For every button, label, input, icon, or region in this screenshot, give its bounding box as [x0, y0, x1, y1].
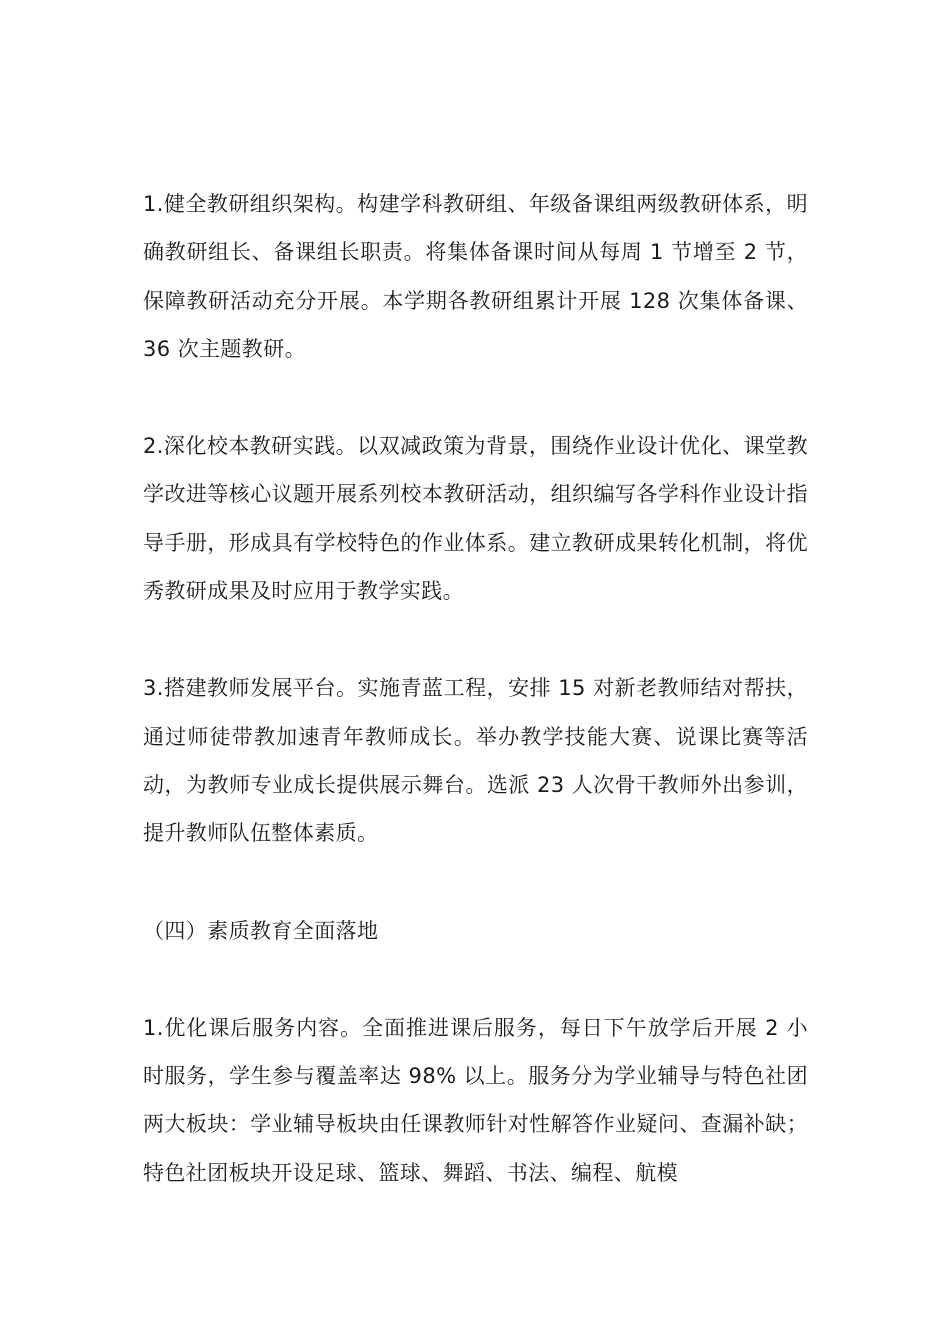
paragraph-spacer [143, 858, 808, 907]
paragraph-after-school-service: 1.优化课后服务内容。全面推进课后服务，每日下午放学后开展 2 小时服务，学生参与覆盖率达 98% 以上。服务分为学业辅导与特色社团两大板块：学业辅导板块由任课教师针对性解答作业疑问、查漏补缺；特色社团板块开设足球、篮球、舞蹈、书法、编程、航模 [143, 1015, 808, 1185]
paragraph-spacer [143, 955, 808, 1004]
paragraph-teaching-research-structure: 1.健全教研组织架构。构建学科教研组、年级备课组两级教研体系，明确教研组长、备课组长职责。将集体备课时间从每周 1 节增至 2 节，保障教研活动充分开展。本学期各教研组累计开展 128 次集体备课、36 次主题教研。 [143, 192, 808, 361]
paragraph-spacer [143, 615, 808, 664]
paragraph-spacer [143, 373, 808, 422]
paragraph-teacher-development: 3.搭建教师发展平台。实施青蓝工程，安排 15 对新老教师结对帮扶，通过师徒带教加速青年教师成长。举办教学技能大赛、说课比赛等活动，为教师专业成长提供展示舞台。选派 23 人次骨干教师外出参训，提升教师队伍整体素质。 [143, 676, 808, 846]
paragraph-school-research-practice: 2.深化校本教研实践。以双减政策为背景，围绕作业设计优化、课堂教学改进等核心议题开展系列校本教研活动，组织编写各学科作业设计指导手册，形成具有学校特色的作业体系。建立教研成果转化机制，将优秀教研成果及时应用于教学实践。 [143, 434, 808, 604]
document-body [143, 180, 808, 1197]
section-heading: （四）素质教育全面落地 [143, 918, 379, 943]
